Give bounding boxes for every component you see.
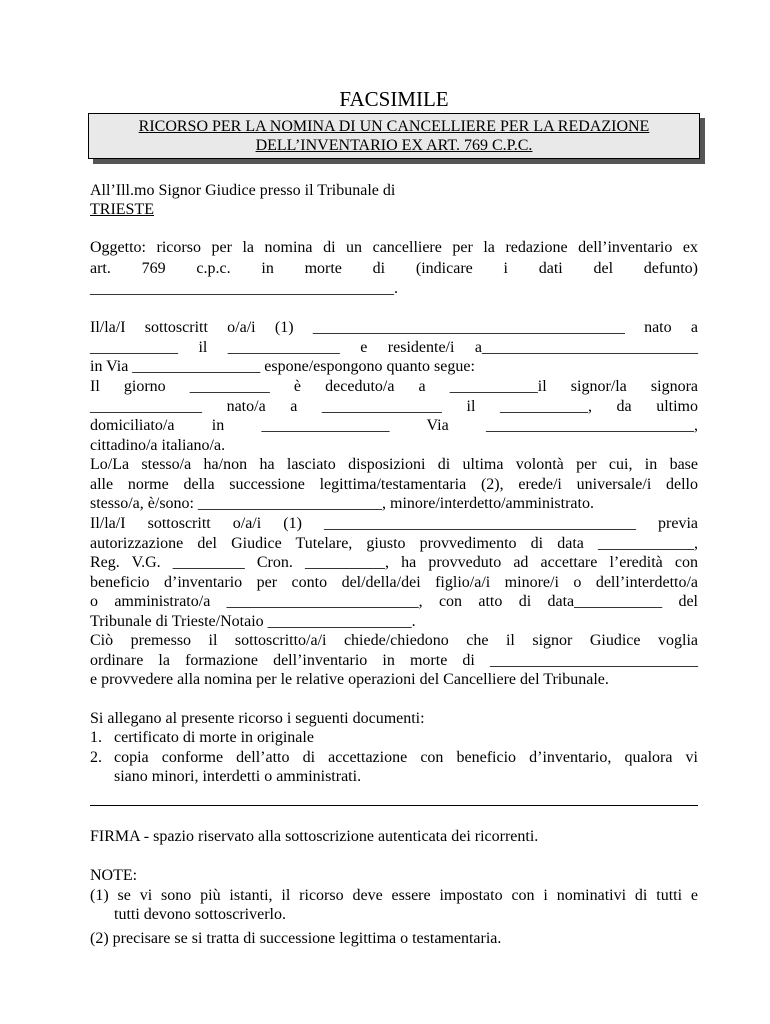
body-line-5: ______________ nato/a a _______________ il ___________, da ultimo xyxy=(90,398,698,415)
body-line-17: Ciò premesso il sottoscritto/a/i chiede/chiedono che il signor Giudice voglia xyxy=(90,632,698,649)
notes-title: NOTE: xyxy=(90,867,138,884)
title-box-line-1: RICORSO PER LA NOMINA DI UN CANCELLIERE PER LA REDAZIONE xyxy=(138,118,650,135)
body-line-13: Reg. V.G. _________ Cron. __________, ha provveduto ad accettare l’eredità con xyxy=(90,554,698,571)
title-box-line-2: DELL’INVENTARIO EX ART. 769 C.P.C. xyxy=(255,137,533,154)
body-line-18: ordinare la formazione dell’inventario in morte di __________________________ xyxy=(90,652,698,669)
body-line-9: alle norme della successione legittima/testamentaria (2), erede/i universale/i dello xyxy=(90,476,698,493)
signature-label: FIRMA - spazio riservato alla sottoscrizione autenticata dei ricorrenti. xyxy=(90,828,539,845)
note-1-line-2: tutti devono sottoscriverlo. xyxy=(114,906,286,923)
attachment-item-1: certificato di morte in originale xyxy=(114,729,314,746)
body-line-7: cittadino/a italiano/a. xyxy=(90,437,226,454)
attachment-number-1: 1. xyxy=(90,729,102,746)
body-line-10: stesso/a, è/sono: _______________________, minore/interdetto/amministrato. xyxy=(90,495,594,512)
body-line-19: e provvedere alla nomina per le relative operazioni del Cancelliere del Tribunale. xyxy=(90,671,609,688)
subject-line-1: Oggetto: ricorso per la nomina di un cancelliere per la redazione dell’inventario ex xyxy=(90,239,698,256)
body-line-15: o amministrato/a ________________________, con atto di data___________ del xyxy=(90,593,698,610)
body-line-12: autorizzazione del Giudice Tutelare, giusto provvedimento di data ____________, xyxy=(90,535,698,552)
document-title: FACSIMILE xyxy=(339,87,449,111)
signature-separator-line xyxy=(90,805,698,806)
title-box xyxy=(88,113,700,159)
body-line-3: in Via ________________ espone/espongono quanto segue: xyxy=(90,358,475,375)
court-city: TRIESTE xyxy=(90,201,154,218)
body-line-4: Il giorno __________ è deceduto/a a ___________il signor/la signora xyxy=(90,378,698,395)
attachments-intro: Si allegano al presente ricorso i seguenti documenti: xyxy=(90,710,425,727)
note-1-line-1: (1) se vi sono più istanti, il ricorso deve essere impostato con i nominativi di tutti e xyxy=(90,887,698,904)
note-2: (2) precisare se si tratta di successione legittima o testamentaria. xyxy=(90,930,502,947)
body-line-8: Lo/La stesso/a ha/non ha lasciato disposizioni di ultima volontà per cui, in base xyxy=(90,456,698,473)
body-line-11: Il/la/I sottoscritt o/a/i (1) _______________________________________ previa xyxy=(90,515,698,532)
subject-line-3: ______________________________________. xyxy=(90,280,398,297)
body-line-2: ___________ il ______________ e residente/i a___________________________ xyxy=(90,339,698,356)
body-line-14: beneficio d’inventario per conto del/della/dei figlio/a/i minore/i o dell’interdetto/a xyxy=(90,574,698,591)
attachment-item-2: copia conforme dell’atto di accettazione con beneficio d’inventario, qualora vi xyxy=(114,749,698,766)
attachment-number-2: 2. xyxy=(90,749,102,766)
body-line-6: domiciliato/a in ________________ Via __________________________, xyxy=(90,417,698,434)
body-line-16: Tribunale di Trieste/Notaio __________________. xyxy=(90,613,416,630)
subject-line-2: art. 769 c.p.c. in morte di (indicare i dati del defunto) xyxy=(90,260,698,277)
body-line-1: Il/la/I sottoscritt o/a/i (1) _______________________________________ nato a xyxy=(90,319,698,336)
attachment-item-2-continued: siano minori, interdetti o amministrati. xyxy=(114,768,362,785)
address-line: All’Ill.mo Signor Giudice presso il Tribunale di xyxy=(90,182,396,199)
